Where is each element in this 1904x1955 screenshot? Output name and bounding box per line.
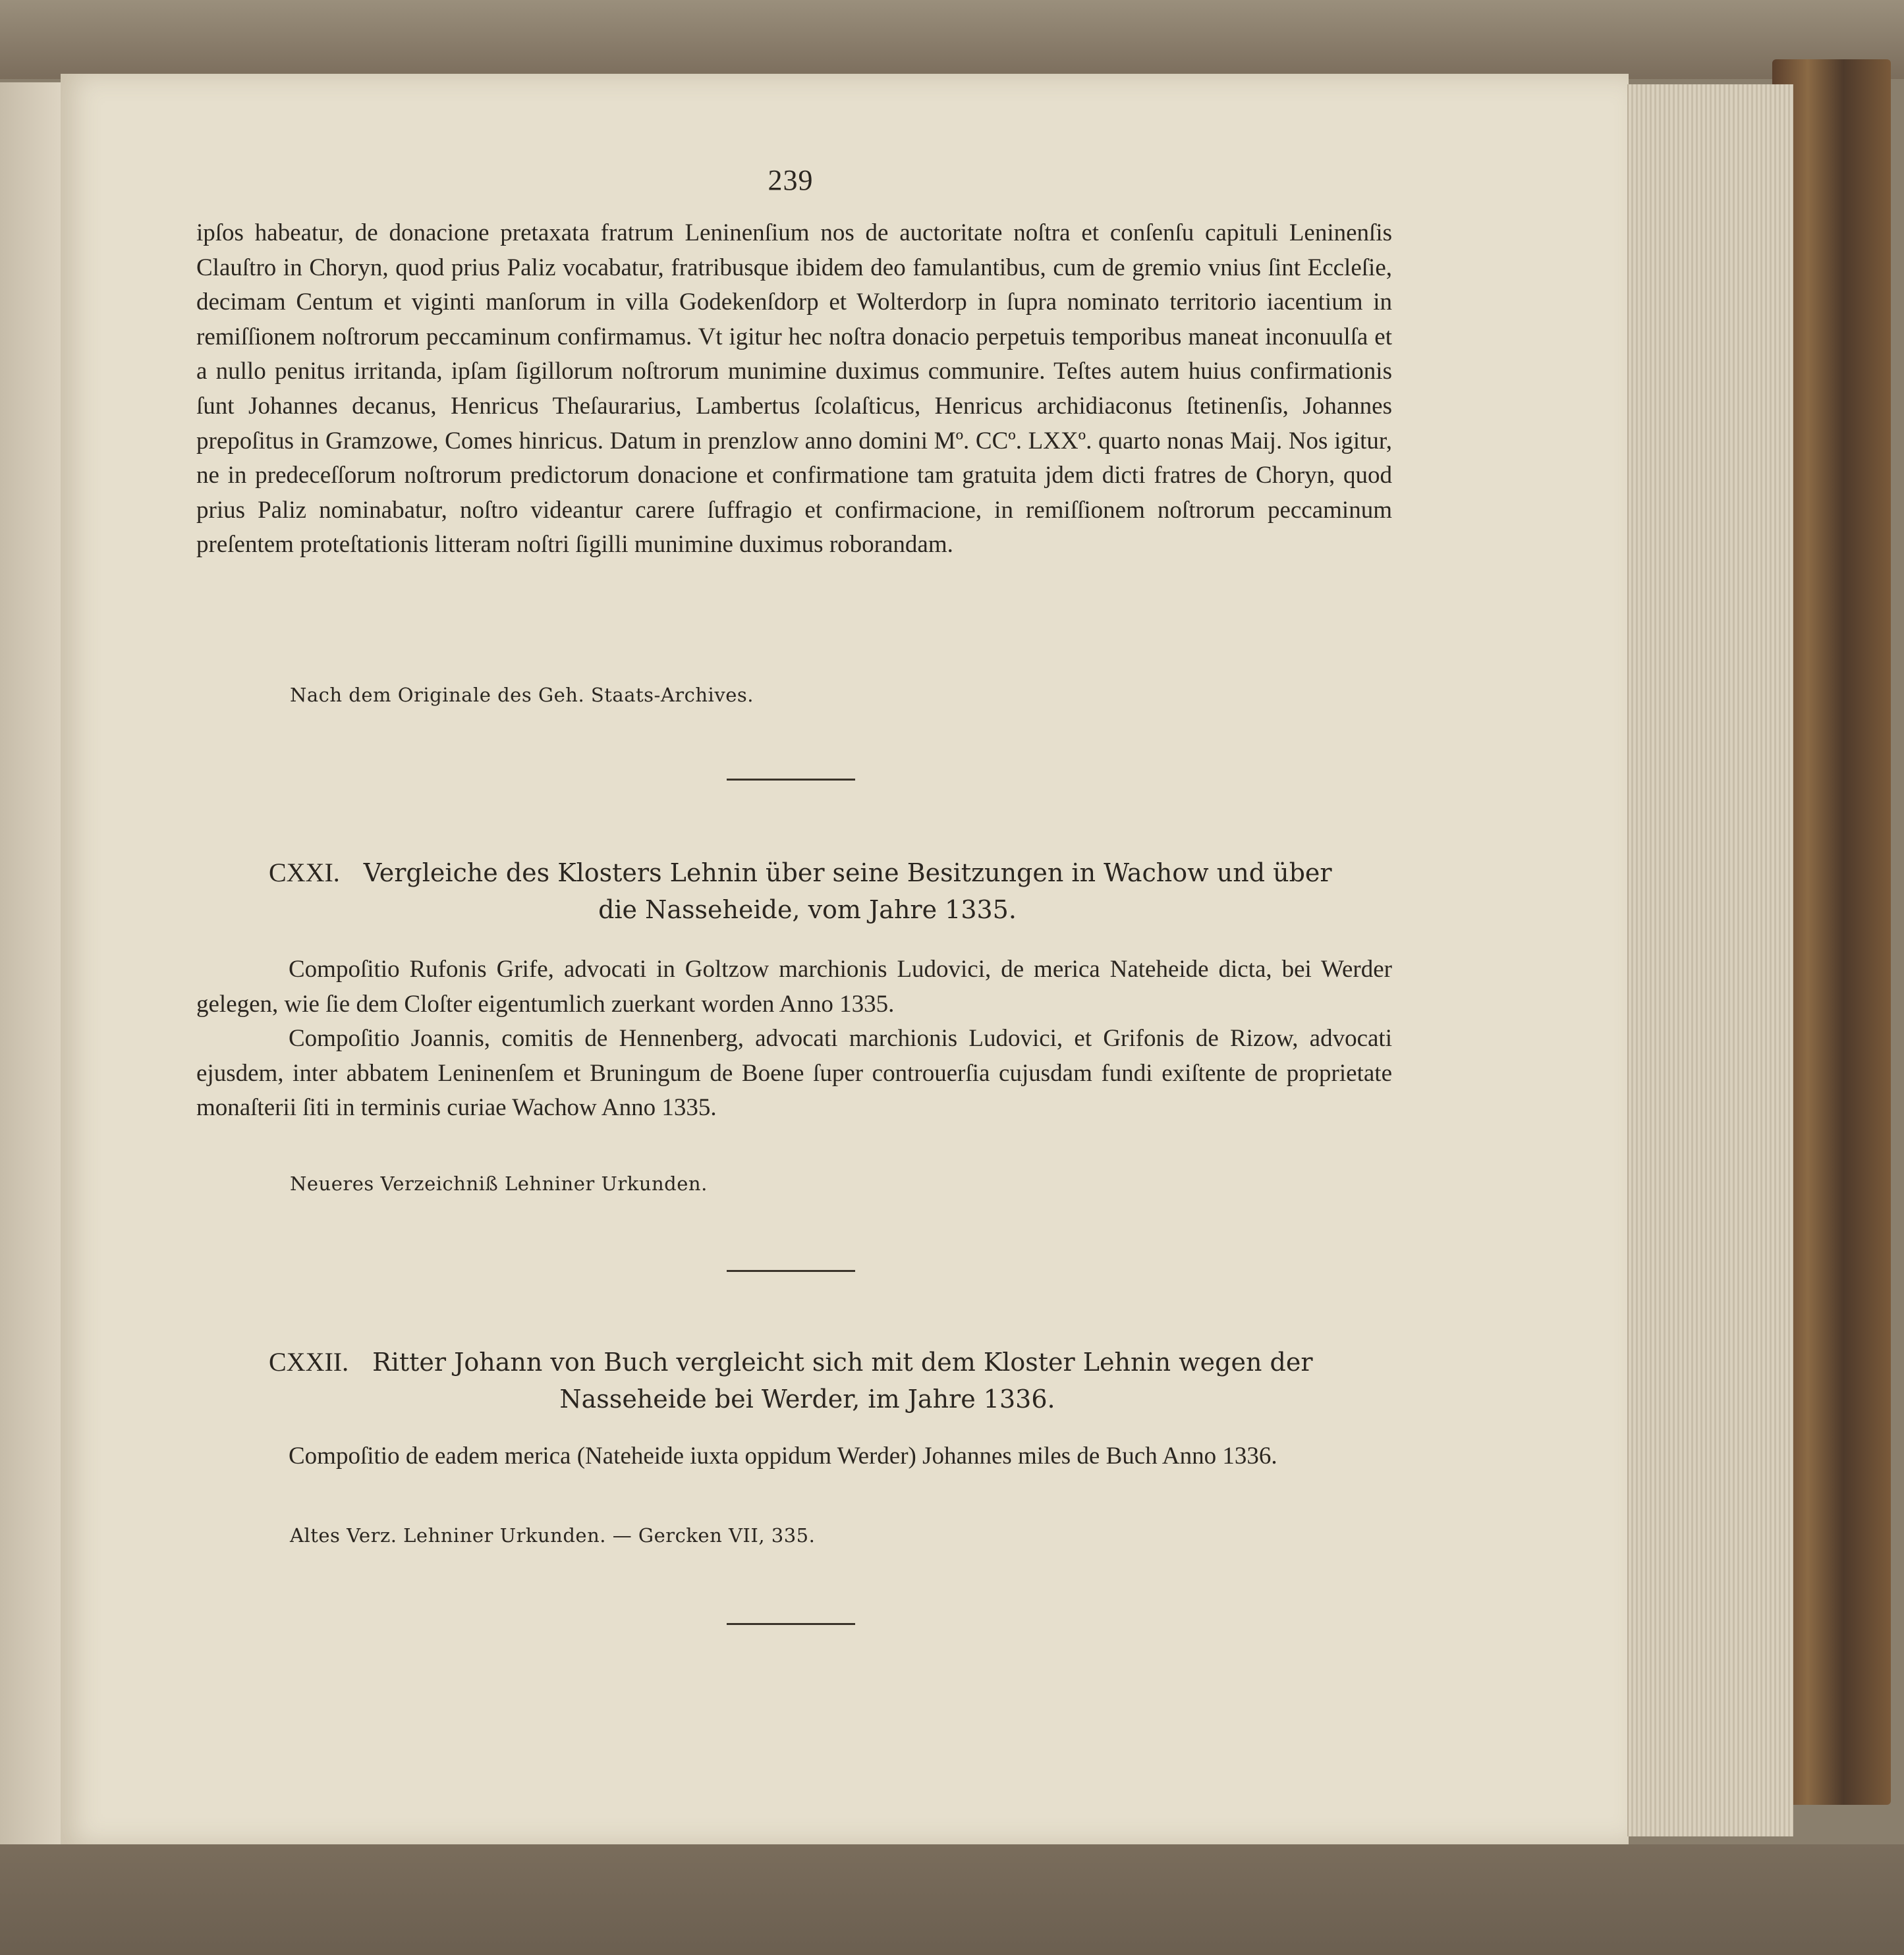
- source-note: Neueres Verzeichniß Lehniner Urkunden.: [290, 1172, 708, 1195]
- source-note: Nach dem Originale des Geh. Staats-Archives.: [290, 684, 754, 706]
- section-number: CXXII.: [269, 1347, 349, 1377]
- paragraph-cxxi-2: Compoſitio Joannis, comitis de Hennenberg, advocati marchionis Ludovici, et Grifonis de Rizow, advocati ejusdem, inter abbatem Leninenſem et Bruningum de Boene ſuper controuerſia cujusdam fundi exiſtente de proprietate monaſterii ſiti in terminis curiae Wachow Anno 1335.: [196, 1025, 1392, 1122]
- source-note: Altes Verz. Lehniner Urkunden. — Gercken VII, 335.: [290, 1524, 816, 1547]
- section-divider: [727, 1270, 855, 1272]
- paragraph-cxxi-1: Compoſitio Rufonis Grife, advocati in Goltzow marchionis Ludovici, de merica Nateheide dicta, bei Werder gelegen, wie ſie dem Cloſter eigentumlich zuerkant worden Anno 1335.: [196, 956, 1392, 1018]
- paragraph-cxxii-1: Compoſitio de eadem merica (Nateheide iuxta oppidum Werder) Johannes miles de Buch Anno 1336.: [289, 1443, 1277, 1470]
- section-heading-cxxi: [196, 854, 1392, 928]
- facing-page-edge: [0, 82, 61, 1874]
- book-cover-bottom: [0, 1844, 1904, 1955]
- page-stack-edge: [1627, 84, 1793, 1836]
- book-cover-top: [0, 0, 1904, 79]
- section-title-line-1: Ritter Johann von Buch vergleicht sich mit dem Kloster Lehnin wegen der: [372, 1348, 1313, 1377]
- section-title-line-2: die Nasseheide, vom Jahre 1335.: [598, 895, 1017, 924]
- section-heading-cxxii: [196, 1344, 1392, 1418]
- section-number: CXXI.: [269, 858, 340, 887]
- section-title-line-1: Vergleiche des Klosters Lehnin über seine Besitzungen in Wachow und über: [363, 858, 1332, 887]
- section-title-line-2: Nasseheide bei Werder, im Jahre 1336.: [559, 1385, 1055, 1414]
- page-number: 239: [768, 164, 814, 196]
- section-divider: [727, 1623, 855, 1625]
- paragraph-charter-text: ipſos habeatur, de donacione pretaxata fratrum Leninenſium nos de auctoritate noſtra et conſenſu capituli Leninenſis Clauſtro in Choryn, quod prius Paliz vocabatur, fratribusque ibidem deo famulantibus, cum de gremio vnius ſint Eccleſie, decimam Centum et viginti manſorum in villa Godekenſdorp et Wolterdorp in ſupra nominato territorio iacentium in remiſſionem noſtrorum peccaminum confirmamus. Vt igitur hec noſtra donacio perpetuis temporibus maneat inconuulſa et a nullo penitus irritanda, ipſam ſigillorum noſtrorum munimine duximus communire. Teſtes autem huius confirmationis ſunt Johannes decanus, Henricus Theſaurarius, Lambertus ſcolaſticus, Henricus archidiaconus ſtetinenſis, Johannes prepoſitus in Gramzowe, Comes hinricus. Datum in prenzlow anno domini Mº. CCº. LXXº. quarto nonas Maij. Nos igitur, ne in predeceſſorum noſtrorum predictorum donacione et confirmatione tam gratuita jdem dicti fratres de Choryn, quod prius Paliz nominabatur, noſtro videantur carere ſuffragio et confirmacione, in remiſſionem noſtrorum peccaminum preſentem proteſtationis litteram noſtri ſigilli munimine duximus roborandam.: [196, 219, 1392, 559]
- section-divider: [727, 779, 855, 781]
